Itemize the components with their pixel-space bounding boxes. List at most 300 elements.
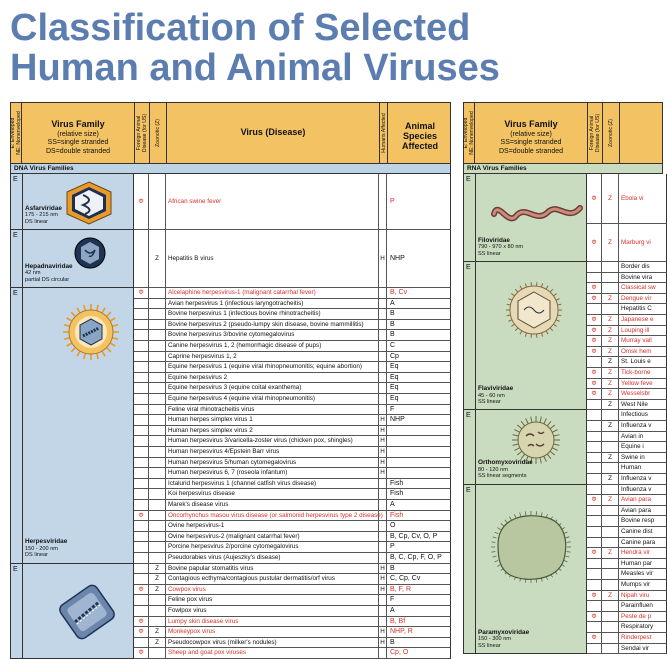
virus-name: Contagious ecthyma/contagious pustular dermatitis/orf virus: [166, 574, 379, 584]
animal-species: B: [387, 564, 451, 574]
table-row: [134, 394, 451, 405]
animal-species: [387, 426, 451, 436]
foreign-disease-mark: [134, 468, 149, 478]
foreign-disease-mark: [134, 458, 149, 468]
humans-affected-mark: [379, 362, 387, 372]
animal-species: A: [387, 299, 451, 309]
virus-name: Dengue vir: [619, 294, 659, 304]
virus-name: Canine dist: [619, 527, 659, 537]
table-row: [587, 538, 667, 549]
animal-species: F: [387, 405, 451, 415]
virus-name: Equine i: [619, 442, 659, 452]
virus-name: Bovine resp: [619, 516, 659, 526]
virus-name: Alcelaphine herpesvirus-1 (malignant catarrhal fever): [166, 288, 379, 298]
table-row: [134, 648, 451, 659]
animal-species: P: [387, 174, 451, 229]
animal-species: NHP, R: [387, 627, 451, 637]
foreign-disease-mark: [134, 595, 149, 605]
humans-affected-mark: [379, 405, 387, 415]
zoonotic-mark: [149, 309, 166, 319]
table-row: [587, 224, 667, 262]
dna-virus-table: [10, 102, 450, 650]
foreign-disease-mark: Φ: [587, 294, 602, 304]
rna-virus-table: [463, 102, 653, 650]
table-row: [134, 638, 451, 649]
foreign-disease-mark: Φ: [587, 612, 602, 622]
foreign-disease-mark: [587, 400, 602, 410]
zoonotic-mark: [149, 468, 166, 478]
animal-species: C, Cp, Cv: [387, 574, 451, 584]
virus-name: St. Louis e: [619, 357, 659, 367]
zoonotic-mark: Z: [602, 548, 619, 558]
zoonotic-mark: [149, 617, 166, 627]
zoonotic-mark: [149, 341, 166, 351]
humans-affected-mark: H: [379, 627, 387, 637]
virus-name: Human herpesvirus 5/human cytomegalovirus: [166, 458, 379, 468]
foreign-disease-mark: [587, 538, 602, 548]
foreign-disease-mark: [587, 622, 602, 632]
table-row: [134, 627, 451, 638]
animal-species: Cp: [387, 352, 451, 362]
humans-affected-mark: H: [379, 458, 387, 468]
foreign-disease-mark: [587, 453, 602, 463]
virus-name: Human herpesvirus 3/varicella-zoster virus (chicken pox, shingles): [166, 436, 379, 446]
foreign-disease-mark: [134, 532, 149, 542]
virus-name: Human herpes simplex virus 1: [166, 415, 379, 425]
foreign-disease-mark: [134, 638, 149, 648]
zoonotic-mark: [149, 606, 166, 616]
family-strand: SS linear: [478, 643, 501, 649]
foreign-disease-mark: [587, 304, 602, 314]
foreign-disease-mark: [134, 564, 149, 574]
table-row: [587, 463, 667, 474]
family-size: 42 nm: [25, 270, 41, 276]
zoonotic-mark: [602, 432, 619, 442]
family-size: 45 - 60 nm: [478, 393, 505, 399]
family-strand: SS linear segments: [478, 473, 527, 479]
virus-name: Pseudocowpox virus (milker's nodules): [166, 638, 379, 648]
table-row: [587, 527, 667, 538]
foreign-disease-mark: [587, 580, 602, 590]
table-row: [587, 315, 667, 326]
humans-affected-mark: H: [379, 436, 387, 446]
animal-species: O: [387, 521, 451, 531]
foreign-disease-mark: Φ: [134, 627, 149, 637]
table-row: [587, 644, 667, 655]
zoonotic-mark: [149, 352, 166, 362]
table-row: [587, 442, 667, 453]
virus-name: Mumps vir: [619, 580, 659, 590]
humans-affected-mark: H: [379, 426, 387, 436]
zoonotic-mark: [149, 320, 166, 330]
zoonotic-mark: [149, 373, 166, 383]
foreign-disease-mark: [587, 273, 602, 283]
zoonotic-mark: [149, 383, 166, 393]
zoonotic-mark: Z: [602, 379, 619, 389]
family-strand: SS linear: [478, 251, 501, 257]
humans-affected-mark: H: [379, 574, 387, 584]
foreign-disease-mark: Φ: [587, 633, 602, 643]
virus-name: Equine herpesvirus 1 (equine viral rhinopneumonitis; equine abortion): [166, 362, 379, 372]
zoonotic-mark: [602, 622, 619, 632]
virus-name: Marburg vi: [619, 224, 659, 261]
zoonotic-mark: [149, 362, 166, 372]
humans-affected-mark: [379, 394, 387, 404]
zoonotic-mark: [602, 463, 619, 473]
zoonotic-mark: Z: [602, 421, 619, 431]
table-row: [134, 585, 451, 596]
foreign-disease-mark: [134, 373, 149, 383]
family-name: Asfarviridae: [25, 205, 62, 212]
virus-name: Murray vall: [619, 336, 659, 346]
table-row: [587, 368, 667, 379]
virus-name: Canine herpesvirus 1, 2 (hemorrhagic disease of pups): [166, 341, 379, 351]
zoonotic-mark: Z: [602, 453, 619, 463]
virus-name: Sendai vir: [619, 644, 659, 654]
zoonotic-mark: [602, 644, 619, 654]
zoonotic-mark: Z: [149, 574, 166, 584]
table-row: [134, 330, 451, 341]
table-row: [587, 400, 667, 411]
table-row: [587, 347, 667, 358]
foreign-disease-mark: [587, 410, 602, 420]
zoonotic-mark: Z: [149, 230, 166, 287]
table-row: [134, 521, 451, 532]
table-row: [134, 532, 451, 543]
table-row: [587, 336, 667, 347]
virus-name: Avian herpesvirus 1 (infectious laryngotracheitis): [166, 299, 379, 309]
humans-affected-mark: [379, 595, 387, 605]
foreign-disease-header: Foreign Animal Disease (for US): [136, 114, 148, 152]
zoonotic-mark: [149, 511, 166, 521]
page-title-line-1: Classification of Selected: [10, 8, 470, 48]
zoonotic-mark: Z: [602, 368, 619, 378]
virus-name: Ictalurid herpesvirus 1 (channel catfish virus disease): [166, 479, 379, 489]
table-row: [134, 383, 451, 394]
foreign-disease-mark: [134, 230, 149, 287]
zoonotic-mark: [149, 436, 166, 446]
virus-name: Hepatitis B virus: [166, 230, 379, 287]
zoonotic-mark: [602, 506, 619, 516]
foreign-disease-mark: [134, 426, 149, 436]
virus-name: Respiratory: [619, 622, 659, 632]
family-size: 150 - 200 nm: [25, 546, 58, 552]
envelope-type: E: [466, 176, 471, 183]
virus-name: Bovine herpesvirus 3/bovine cytomegalovirus: [166, 330, 379, 340]
rna-foreign-disease-header: Foreign Animal Disease (for US): [589, 114, 601, 152]
virus-family-cell: [463, 410, 587, 484]
zoonotic-mark: [602, 580, 619, 590]
virus-name: Feline pox virus: [166, 595, 379, 605]
envelope-type: E: [466, 264, 471, 271]
foreign-disease-mark: [587, 442, 602, 452]
dna-section-label: DNA Virus Families: [10, 164, 451, 174]
foreign-disease-mark: [587, 421, 602, 431]
animal-species: [387, 447, 451, 457]
foreign-disease-mark: Φ: [587, 591, 602, 601]
zoonotic-mark: [149, 426, 166, 436]
foreign-disease-mark: Φ: [134, 585, 149, 595]
virus-name: West Nile: [619, 400, 659, 410]
foreign-disease-mark: [587, 516, 602, 526]
table-row: [134, 174, 451, 230]
table-row: [587, 474, 667, 485]
foreign-disease-mark: [134, 500, 149, 510]
table-row: [587, 283, 667, 294]
virus-name: Infectious: [619, 410, 659, 420]
table-row: [587, 389, 667, 400]
table-row: [587, 421, 667, 432]
foreign-disease-mark: Φ: [587, 224, 602, 261]
zoonotic-mark: Z: [602, 347, 619, 357]
foreign-disease-mark: [134, 489, 149, 499]
animal-species: [387, 458, 451, 468]
table-row: [587, 601, 667, 612]
zoonotic-mark: [149, 500, 166, 510]
foreign-disease-mark: [134, 405, 149, 415]
foreign-disease-mark: Φ: [134, 511, 149, 521]
foreign-disease-mark: [587, 357, 602, 367]
foreign-disease-mark: Φ: [134, 617, 149, 627]
zoonotic-mark: [602, 304, 619, 314]
virus-family-cell: [10, 288, 134, 564]
foreign-disease-mark: [134, 320, 149, 330]
family-name: Herpesviridae: [25, 538, 67, 545]
rna-table-header: [463, 102, 663, 164]
table-row: [587, 379, 667, 390]
humans-affected-mark: H: [379, 638, 387, 648]
table-row: [587, 273, 667, 284]
table-row: [134, 479, 451, 490]
virus-name: Equine herpesvirus 4 (equine viral rhinopneumonitis): [166, 394, 379, 404]
animal-species: A: [387, 606, 451, 616]
humans-affected-mark: [379, 174, 387, 229]
envelope-type: E: [13, 232, 18, 239]
foreign-disease-mark: [587, 527, 602, 537]
table-row: [134, 309, 451, 320]
zoonotic-mark: Z: [602, 294, 619, 304]
humans-affected-mark: [379, 288, 387, 298]
virus-name: Parainfluen: [619, 601, 659, 611]
page-title-line-2: Human and Animal Viruses: [10, 48, 500, 88]
foreign-disease-mark: [587, 569, 602, 579]
zoonotic-mark: [149, 458, 166, 468]
animal-species: Fish: [387, 489, 451, 499]
virus-name: Monkeypox virus: [166, 627, 379, 637]
zoonotic-mark: [149, 521, 166, 531]
table-row: [587, 548, 667, 559]
virus-name: Rinderpest: [619, 633, 659, 643]
foreign-disease-mark: Φ: [587, 379, 602, 389]
virus-name: Lumpy skin disease virus: [166, 617, 379, 627]
foreign-disease-mark: [587, 474, 602, 484]
virus-family-cell: [10, 174, 134, 230]
animal-species: Eq: [387, 362, 451, 372]
virus-name: Equine herpesvirus 3 (equine coital exanthema): [166, 383, 379, 393]
table-row: [134, 617, 451, 628]
virus-name: Avian in: [619, 432, 659, 442]
table-row: [587, 357, 667, 368]
humans-affected-mark: [379, 309, 387, 319]
table-row: [587, 453, 667, 464]
envelope-type: E: [13, 290, 18, 297]
table-row: [134, 415, 451, 426]
family-strand: DS linear: [25, 219, 48, 225]
foreign-disease-mark: [587, 601, 602, 611]
virus-name: Human herpes simplex virus 2: [166, 426, 379, 436]
table-row: [587, 569, 667, 580]
table-row: [134, 595, 451, 606]
zoonotic-mark: [602, 633, 619, 643]
rna-virus-family-header: Virus Family (relative size) SS=single stranded DS=double stranded: [475, 103, 588, 163]
table-row: [134, 468, 451, 479]
foreign-disease-mark: Φ: [134, 288, 149, 298]
virus-family-cell: [463, 262, 587, 410]
foreign-disease-mark: [134, 574, 149, 584]
zoonotic-mark: Z: [602, 224, 619, 261]
foreign-disease-mark: [134, 383, 149, 393]
table-row: [134, 288, 451, 299]
virus-family-cell: [10, 230, 134, 288]
virus-name: Ovine herpesvirus-1: [166, 521, 379, 531]
table-row: [134, 458, 451, 469]
foreign-disease-mark: Φ: [134, 648, 149, 658]
table-row: [134, 352, 451, 363]
virus-family-cell: [10, 564, 134, 659]
zoonotic-mark: [149, 447, 166, 457]
animal-species: B: [387, 330, 451, 340]
foreign-disease-mark: Φ: [587, 283, 602, 293]
foreign-disease-mark: Φ: [587, 326, 602, 336]
virus-name: Nipah viru: [619, 591, 659, 601]
table-row: [587, 326, 667, 337]
zoonotic-mark: Z: [602, 474, 619, 484]
foreign-disease-mark: Φ: [587, 548, 602, 558]
family-name: Flaviviridae: [478, 385, 513, 392]
zoonotic-mark: [602, 569, 619, 579]
virus-name: Equine herpesvirus 2: [166, 373, 379, 383]
family-name: Paramyxoviridae: [478, 629, 529, 636]
animal-species: B, Bf: [387, 617, 451, 627]
table-row: [587, 294, 667, 305]
table-row: [587, 432, 667, 443]
family-size: 790 - 970 x 80 nm: [478, 244, 523, 250]
virus-name: Sheep and goat pox viruses: [166, 648, 379, 658]
zoonotic-mark: [602, 283, 619, 293]
virus-name: Avian para: [619, 495, 659, 505]
foreign-disease-mark: [134, 352, 149, 362]
virus-name: Fowlpox virus: [166, 606, 379, 616]
animal-species: B, F, R: [387, 585, 451, 595]
virus-name: Influenza v: [619, 421, 659, 431]
table-row: [587, 174, 667, 224]
humans-affected-mark: H: [379, 468, 387, 478]
virus-name: Measles vir: [619, 569, 659, 579]
foreign-disease-mark: [587, 485, 602, 495]
humans-affected-mark: [379, 648, 387, 658]
zoonotic-mark: Z: [602, 357, 619, 367]
table-row: [134, 299, 451, 310]
humans-affected-mark: [379, 330, 387, 340]
family-size: 175 - 215 nm: [25, 212, 58, 218]
zoonotic-mark: [602, 559, 619, 569]
table-row: [587, 506, 667, 517]
virus-name: Bovine herpesvirus 2 (pseudo-lumpy skin disease, bovine mammillitis): [166, 320, 379, 330]
table-row: [134, 606, 451, 617]
virus-name: Japanese e: [619, 315, 659, 325]
foreign-disease-mark: Φ: [587, 174, 602, 223]
table-row: [587, 485, 667, 496]
animal-species: B: [387, 638, 451, 648]
virus-name: Louping ill: [619, 326, 659, 336]
table-row: [587, 410, 667, 421]
foreign-disease-mark: Φ: [587, 315, 602, 325]
zoonotic-mark: [149, 415, 166, 425]
humans-affected-mark: [379, 606, 387, 616]
animal-species: B, Cp, Cv, O, P: [387, 532, 451, 542]
humans-affected-mark: H: [379, 415, 387, 425]
animal-species: Eq: [387, 383, 451, 393]
animal-species: Fish: [387, 511, 451, 521]
zoonotic-mark: Z: [602, 495, 619, 505]
virus-name: Bovine herpesvirus 1 (infectious bovine rhinotracheitis): [166, 309, 379, 319]
foreign-disease-mark: [587, 644, 602, 654]
humans-affected-mark: [379, 352, 387, 362]
virus-name: Bovine vira: [619, 273, 659, 283]
animal-species: P: [387, 542, 451, 552]
foreign-disease-mark: [134, 553, 149, 563]
table-row: [587, 516, 667, 527]
table-row: [587, 622, 667, 633]
humans-affected-mark: [379, 521, 387, 531]
table-row: [134, 564, 451, 575]
humans-affected-mark: H: [379, 230, 387, 287]
humans-affected-mark: [379, 542, 387, 552]
humans-affected-mark: [379, 511, 387, 521]
animal-species: A: [387, 500, 451, 510]
zoonotic-mark: [602, 612, 619, 622]
foreign-disease-mark: [587, 432, 602, 442]
zoonotic-mark: Z: [602, 336, 619, 346]
virus-name: Swine in: [619, 453, 659, 463]
virus-name: Tick-borne: [619, 368, 659, 378]
humans-affected-mark: H: [379, 564, 387, 574]
animal-species: Eq: [387, 394, 451, 404]
zoonotic-mark: [602, 485, 619, 495]
humans-affected-mark: [379, 299, 387, 309]
table-row: [587, 633, 667, 644]
zoonotic-mark: Z: [602, 389, 619, 399]
envelope-type: E: [13, 176, 18, 183]
table-row: [134, 447, 451, 458]
foreign-disease-mark: Φ: [587, 389, 602, 399]
table-row: [587, 262, 667, 273]
foreign-disease-mark: [134, 436, 149, 446]
virus-name: Porcine herpesvirus 2/porcine cytomegalovirus: [166, 542, 379, 552]
table-header: [10, 102, 451, 164]
zoonotic-mark: [149, 330, 166, 340]
zoonotic-mark: Z: [149, 585, 166, 595]
zoonotic-mark: [602, 538, 619, 548]
zoonotic-mark: [602, 516, 619, 526]
table-row: [134, 542, 451, 553]
virus-name: Human par: [619, 559, 659, 569]
zoonotic-mark: [149, 532, 166, 542]
foreign-disease-mark: [134, 309, 149, 319]
zoonotic-mark: [149, 405, 166, 415]
virus-name: Ebola vi: [619, 174, 659, 223]
foreign-disease-mark: [134, 299, 149, 309]
